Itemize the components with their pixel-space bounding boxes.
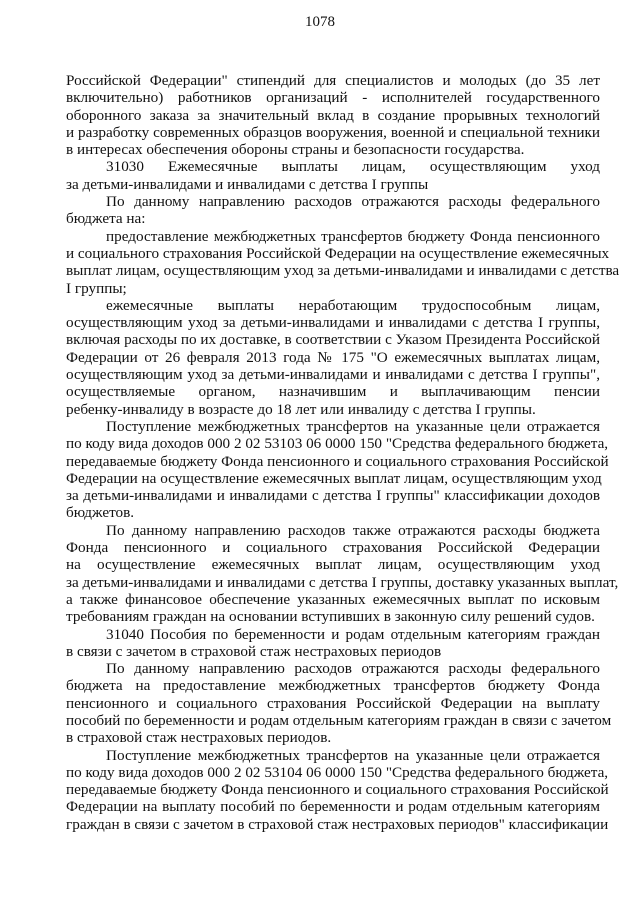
text-line: По данному направлению расходов отражаются расходы федерального xyxy=(106,660,600,678)
text-line: передаваемые бюджету Фонда пенсионного и социального страхования Российской xyxy=(66,781,609,799)
text-line: включительно) работников организаций - исполнителей государственного xyxy=(66,89,600,107)
text-line: предоставление межбюджетных трансфертов бюджету Фонда пенсионного xyxy=(106,227,600,245)
text-line: пенсионного и социального страхования Российской Федерации на выплату xyxy=(66,694,600,712)
text-line: выплат лицам, осуществляющим уход за детьми-инвалидами и инвалидами с детства xyxy=(66,262,620,280)
text-line: и разработку современных образцов вооружения, военной и специальной техники xyxy=(66,123,600,141)
text-line: бюджета на: xyxy=(66,210,146,228)
text-line: пособий по беременности и родам отдельным категориям граждан в связи с зачетом xyxy=(66,711,612,729)
text-line: за детьми-инвалидами и инвалидами с детства I группы, доставку указанных выплат, xyxy=(66,573,619,591)
text-line: в страховой стаж нестраховых периодов. xyxy=(66,729,332,747)
text-line: а также финансовое обеспечение указанных ежемесячных выплат по исковым xyxy=(66,590,600,608)
text-line: I группы; xyxy=(66,279,127,297)
text-line: включая расходы по их доставке, в соответствии с Указом Президента Российской xyxy=(66,331,600,349)
text-line: Федерации от 26 февраля 2013 года № 175 "О ежемесячных выплатах лицам, xyxy=(66,348,600,366)
text-line: по коду вида доходов 000 2 02 53103 06 0000 150 "Средства федерального бюджета, xyxy=(66,435,609,453)
text-line: Поступление межбюджетных трансфертов на указанные цели отражается xyxy=(106,746,600,764)
text-line: Российской Федерации" стипендий для специалистов и молодых (до 35 лет xyxy=(66,72,600,89)
page-number: 1078 xyxy=(305,14,335,30)
text-line: По данному направлению расходов отражаются расходы федерального xyxy=(106,193,600,211)
text-line: ребенку-инвалиду в возрасте до 18 лет или инвалиду с детства I группы. xyxy=(66,400,536,418)
text-line: бюджетов. xyxy=(66,504,135,522)
text-line: осуществляющим уход за детьми-инвалидами и инвалидами с детства I группы", xyxy=(66,366,600,384)
text-line: ежемесячные выплаты неработающим трудоспособным лицам, xyxy=(106,296,600,314)
text-line: бюджета на предоставление межбюджетных трансфертов бюджету Фонда xyxy=(66,677,600,695)
text-line: 31040 Пособия по беременности и родам отдельным категориям граждан xyxy=(106,625,600,643)
text-line: 31030 Ежемесячные выплаты лицам, осуществляющим уход xyxy=(106,158,600,176)
text-line: По данному направлению расходов также отражаются расходы бюджета xyxy=(106,521,600,539)
text-line: за детьми-инвалидами и инвалидами с детства I группы" классификации доходов xyxy=(66,487,600,505)
text-line: осуществляющим уход за детьми-инвалидами и инвалидами с детства I группы, xyxy=(66,314,600,332)
text-line: передаваемые бюджету Фонда пенсионного и социального страхования Российской xyxy=(66,452,609,470)
text-line: Федерации на осуществление ежемесячных выплат лицам, осуществляющим уход xyxy=(66,469,602,487)
text-line: по коду вида доходов 000 2 02 53104 06 0000 150 "Средства федерального бюджета, xyxy=(66,763,609,781)
text-line: и социального страхования Российской Федерации на осуществление ежемесячных xyxy=(66,244,610,262)
text-line: за детьми-инвалидами и инвалидами с детства I группы xyxy=(66,175,429,193)
text-line: Федерации на выплату пособий по беременности и родам отдельным категориям xyxy=(66,798,600,816)
document-body xyxy=(66,72,620,833)
text-line: осуществляемые органом, назначившим и выплачивающим пенсии xyxy=(66,383,600,401)
text-line: Фонда пенсионного и социального страхования Российской Федерации xyxy=(66,539,600,557)
text-line: в связи с зачетом в страховой стаж нестраховых периодов xyxy=(66,642,442,660)
text-line: оборонного заказа за значительный вклад в создание прорывных технологий xyxy=(66,106,600,124)
text-line: граждан в связи с зачетом в страховой стаж нестраховых периодов" классификации xyxy=(66,815,609,833)
text-line: Поступление межбюджетных трансфертов на указанные цели отражается xyxy=(106,417,600,435)
text-line: требованиям граждан на основании вступивших в законную силу решений судов. xyxy=(66,608,595,626)
text-line: на осуществление ежемесячных выплат лицам, осуществляющим уход xyxy=(66,556,600,574)
text-line: в интересах обеспечения обороны страны и безопасности государства. xyxy=(66,141,525,159)
